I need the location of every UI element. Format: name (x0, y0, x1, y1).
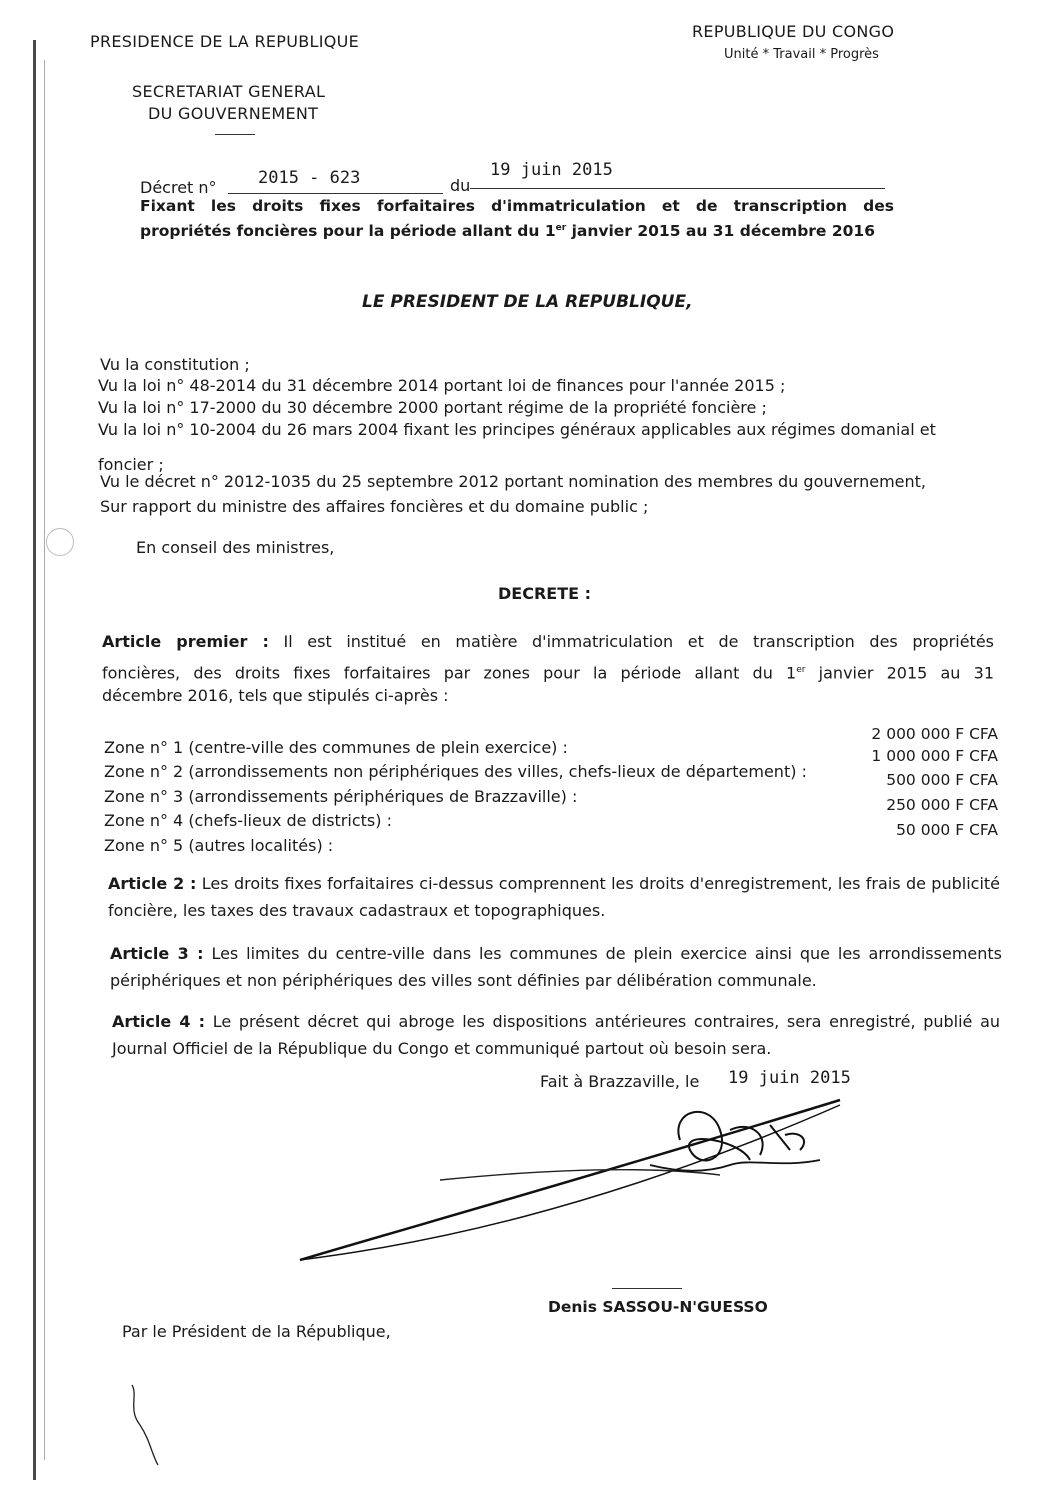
zone-label: Zone n° 2 (arrondissements non périphériques des villes, chefs-lieux de département) : (104, 762, 807, 781)
closing-place: Fait à Brazzaville, le (540, 1072, 700, 1091)
zone-amount: 250 000 F CFA (886, 796, 998, 814)
decrete-heading: DECRETE : (498, 584, 592, 603)
header-gouvernement: DU GOUVERNEMENT (148, 104, 319, 123)
visa-line: Sur rapport du ministre des affaires foncières et du domaine public ; (100, 497, 649, 516)
zone-amount: 2 000 000 F CFA (871, 725, 998, 743)
decree-date: 19 juin 2015 (490, 160, 613, 180)
zone-amount: 500 000 F CFA (886, 771, 998, 789)
decree-date-underline (470, 188, 885, 189)
header-motto: Unité * Travail * Progrès (724, 47, 879, 62)
council-line: En conseil des ministres, (136, 538, 335, 557)
visa-line: foncier ; (98, 455, 164, 474)
zone-label: Zone n° 3 (arrondissements périphériques de Brazzaville) : (104, 787, 578, 806)
scan-edge-line-secondary (44, 60, 45, 1460)
visa-line: Vu la constitution ; (100, 355, 250, 374)
article1-line2: foncières, des droits fixes forfaitaires par zones pour la période allant du 1er janvier 2015 au 31 (102, 663, 995, 683)
header-left-rule (215, 134, 255, 135)
article2: Article 2 : Les droits fixes forfaitaires ci-dessus comprennent les droits d'enregistrement, les frais de publicité foncière, les taxes des travaux cadastraux et topographiques. (108, 874, 1000, 920)
visa-line: Vu la loi n° 17-2000 du 30 décembre 2000 portant régime de la propriété foncière ; (98, 398, 767, 417)
closing-date: 19 juin 2015 (728, 1068, 851, 1088)
zone-amount: 1 000 000 F CFA (871, 747, 998, 765)
header-presidence: PRESIDENCE DE LA REPUBLIQUE (90, 32, 360, 51)
zone-label: Zone n° 4 (chefs-lieux de districts) : (104, 811, 392, 830)
zone-label: Zone n° 5 (autres localités) : (104, 836, 334, 855)
article4: Article 4 : Le présent décret qui abroge les dispositions antérieures contraires, sera enregistré, publié au Journal Officiel de la République du Congo et communiqué partout où besoin sera. (112, 1012, 1001, 1058)
document-title: LE PRESIDENT DE LA REPUBLIQUE, (362, 292, 693, 312)
zone-label: Zone n° 1 (centre-ville des communes de plein exercice) : (104, 738, 568, 757)
signature-rule (612, 1288, 682, 1289)
visa-line: Vu la loi n° 10-2004 du 26 mars 2004 fixant les principes généraux applicables aux régimes domanial et (98, 420, 936, 439)
decree-number-underline (228, 193, 443, 194)
article1-line1: Article premier : Il est institué en matière d'immatriculation et de transcription des propriétés (102, 632, 994, 651)
scan-edge-line (33, 40, 36, 1480)
article3: Article 3 : Les limites du centre-ville dans les communes de plein exercice ainsi que les arrondissements périphériques et non périphériques des villes sont définies par délibération communale. (110, 944, 1003, 990)
handwritten-signature (280, 1080, 920, 1280)
by-president: Par le Président de la République, (122, 1322, 391, 1341)
punch-hole (46, 528, 74, 556)
visa-line: Vu le décret n° 2012-1035 du 25 septembre 2012 portant nomination des membres du gouvernement, (100, 472, 927, 491)
decree-du: du (450, 176, 471, 195)
decree-prefix: Décret n° (140, 178, 217, 197)
zone-amount: 50 000 F CFA (896, 821, 998, 839)
decree-number: 2015 - 623 (258, 168, 361, 188)
header-secretariat: SECRETARIAT GENERAL (132, 82, 326, 101)
handwritten-mark (120, 1380, 180, 1470)
decree-subject-line1: Fixant les droits fixes forfaitaires d'immatriculation et de transcription des (140, 197, 894, 215)
decree-subject-line2: propriétés foncières pour la période allant du 1er janvier 2015 au 31 décembre 2016 (140, 222, 875, 241)
signatory-name: Denis SASSOU-N'GUESSO (548, 1298, 768, 1316)
header-republique: REPUBLIQUE DU CONGO (692, 22, 895, 41)
article1-line3: décembre 2016, tels que stipulés ci-après : (102, 686, 449, 705)
visa-line: Vu la loi n° 48-2014 du 31 décembre 2014 portant loi de finances pour l'année 2015 ; (98, 376, 786, 395)
